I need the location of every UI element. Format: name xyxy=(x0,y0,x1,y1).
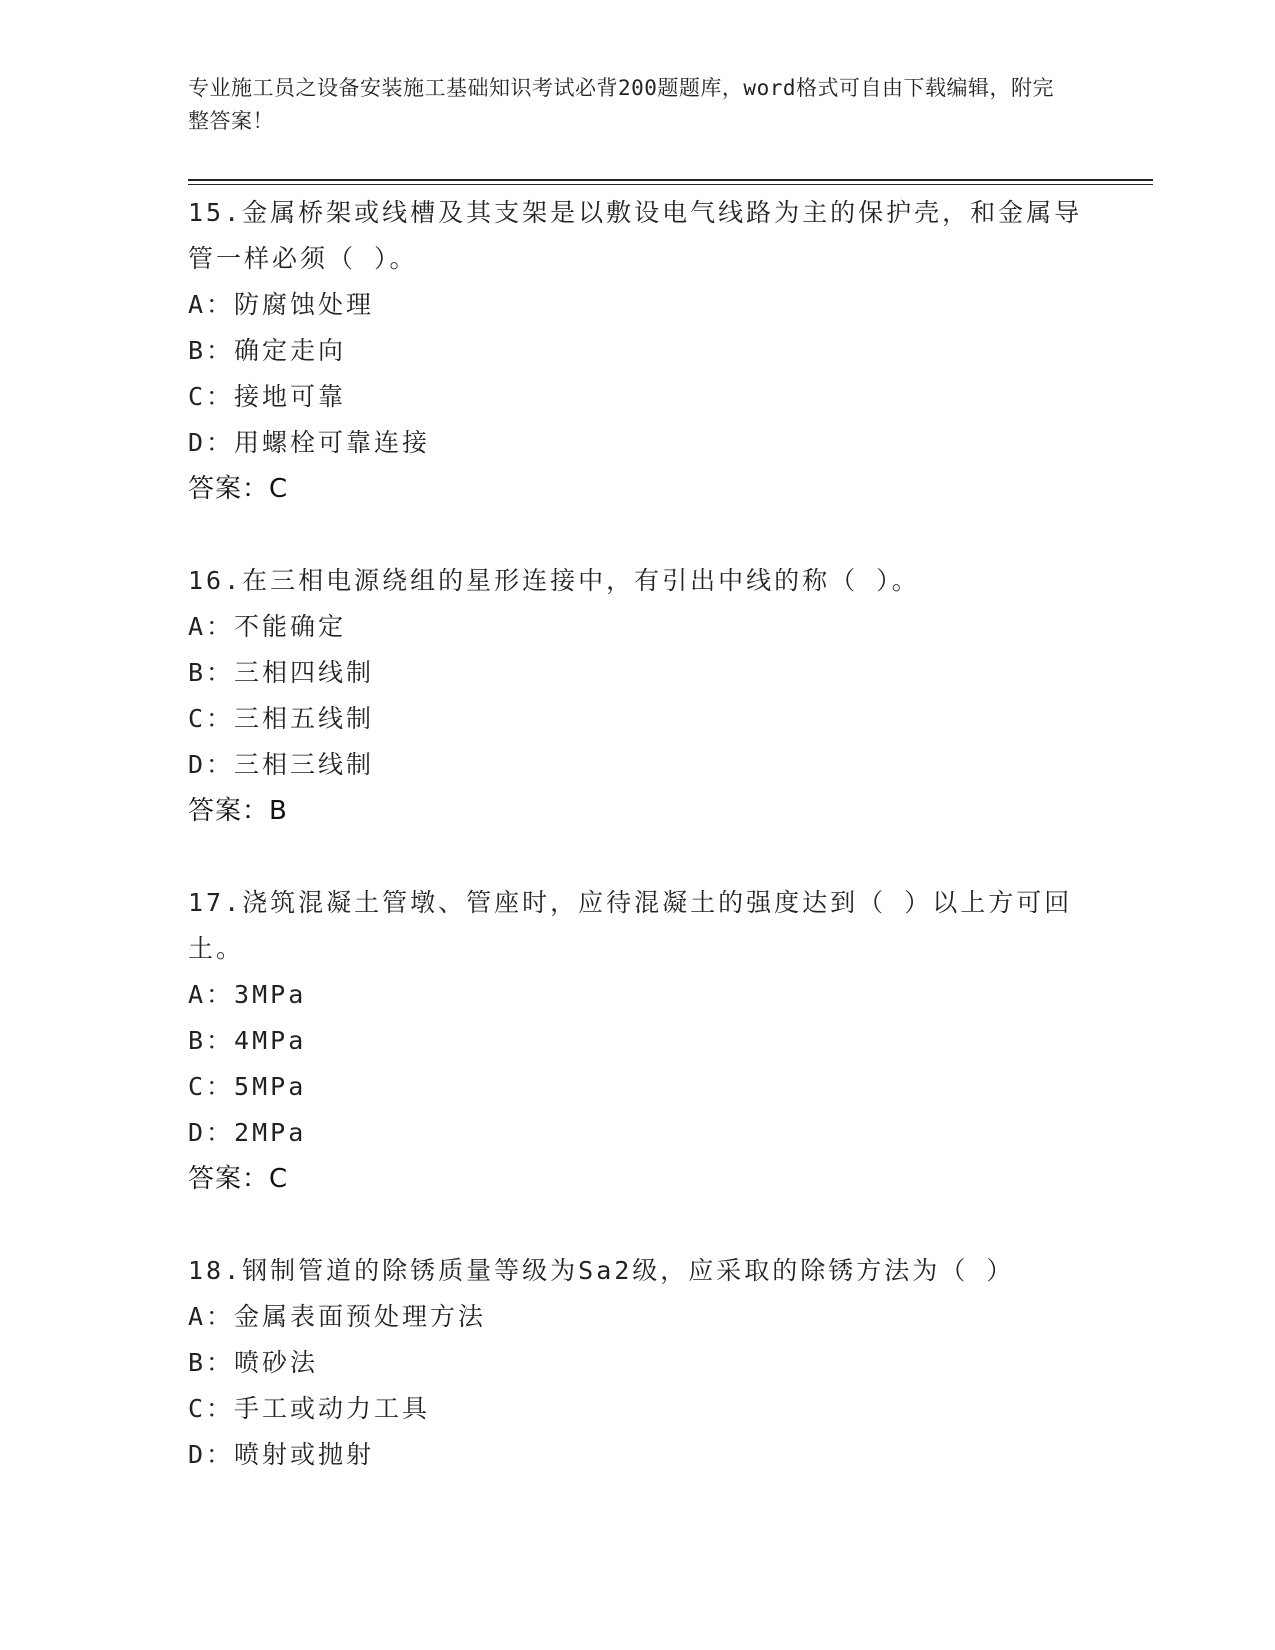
answer-line: 答案：C xyxy=(188,474,289,504)
question-stem: 16.在三相电源绕组的星形连接中，有引出中线的称（ ）。 xyxy=(188,566,920,595)
question-stem: 18.钢制管道的除锈质量等级为Sa2级，应采取的除锈方法为（ ） xyxy=(188,1256,1015,1285)
option-d: D：2MPa xyxy=(188,1118,307,1147)
option-b: B：喷砂法 xyxy=(188,1348,319,1377)
option-b: B：确定走向 xyxy=(188,336,347,365)
option-d: D：三相三线制 xyxy=(188,750,375,779)
option-c: C：三相五线制 xyxy=(188,704,375,733)
option-c: C：手工或动力工具 xyxy=(188,1394,431,1423)
option-c: C：接地可靠 xyxy=(188,382,347,411)
header-divider-thick xyxy=(188,179,1153,181)
question-stem: 17.浇筑混凝土管墩、管座时，应待混凝土的强度达到（ ）以上方可回土。 xyxy=(188,888,1073,963)
question-17 xyxy=(188,880,1088,1202)
question-stem: 15.金属桥架或线槽及其支架是以敷设电气线路为主的保护壳，和金属导管一样必须（ ）。 xyxy=(188,198,1083,273)
answer-line: 答案：B xyxy=(188,796,288,826)
option-b: B：4MPa xyxy=(188,1026,307,1055)
question-list xyxy=(188,190,1088,1524)
question-18 xyxy=(188,1248,1088,1478)
option-a: A：不能确定 xyxy=(188,612,347,641)
option-a: A：防腐蚀处理 xyxy=(188,290,375,319)
option-c: C：5MPa xyxy=(188,1072,307,1101)
document-header: 专业施工员之设备安装施工基础知识考试必背200题题库，word格式可自由下载编辑，附完整答案！ xyxy=(188,76,1054,133)
option-a: A：金属表面预处理方法 xyxy=(188,1302,487,1331)
question-16 xyxy=(188,558,1088,834)
option-d: D：用螺栓可靠连接 xyxy=(188,428,431,457)
answer-line: 答案：C xyxy=(188,1164,289,1194)
question-15 xyxy=(188,190,1088,512)
option-b: B：三相四线制 xyxy=(188,658,375,687)
header-divider-thin xyxy=(188,184,1153,185)
option-d: D：喷射或抛射 xyxy=(188,1440,375,1469)
option-a: A：3MPa xyxy=(188,980,307,1009)
